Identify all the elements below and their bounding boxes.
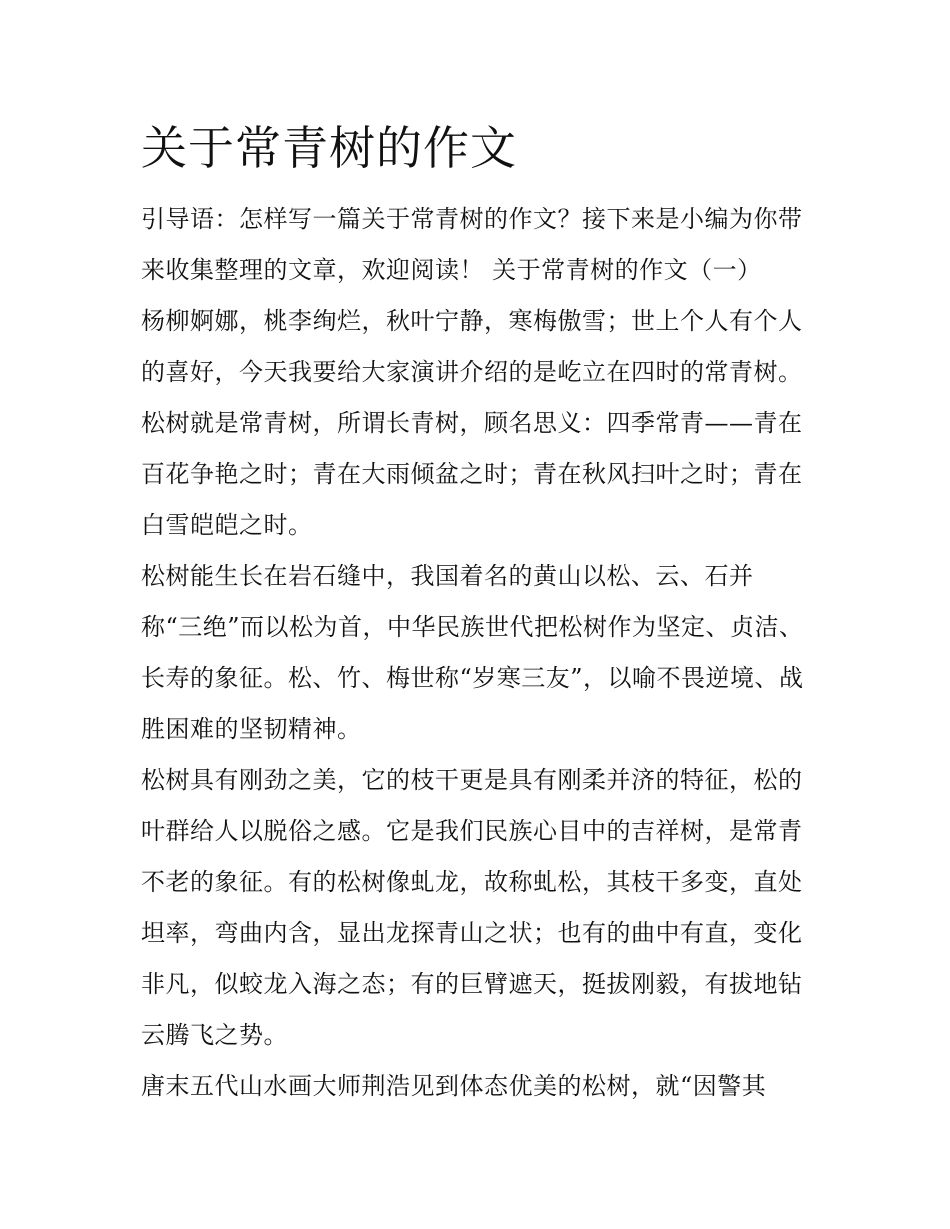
text-line: 称“三绝”而以松为首，中华民族世代把松树作为坚定、贞洁、: [141, 613, 804, 641]
document-body: [141, 112, 821, 1112]
document-title: 关于常青树的作文: [141, 121, 517, 175]
text-line: 唐末五代山水画大师荆浩见到体态优美的松树，就“因警其: [141, 1072, 767, 1100]
text-line: 引导语：怎样写一篇关于常青树的作文？接下来是小编为你带: [141, 205, 803, 233]
text-line: 杨柳婀娜，桃李绚烂，秋叶宁静，寒梅傲雪；世上个人有个人: [141, 307, 803, 335]
text-line: 的喜好，今天我要给大家演讲介绍的是屹立在四时的常青树。: [141, 358, 803, 386]
text-line: 叶群给人以脱俗之感。它是我们民族心目中的吉祥树，是常青: [141, 817, 803, 845]
text-line: 非凡，似蛟龙入海之态；有的巨臂遮天，挺拔刚毅，有拔地钻: [141, 970, 803, 998]
text-line: 松树能生长在岩石缝中，我国着名的黄山以松、云、石并: [141, 562, 754, 590]
text-line: 胜困难的坚韧精神。: [141, 715, 362, 743]
text-line: 白雪皑皑之时。: [141, 511, 313, 539]
text-line: 云腾飞之势。: [141, 1021, 288, 1049]
text-line: 不老的象征。有的松树像虬龙，故称虬松，其枝干多变，直处: [141, 868, 803, 896]
text-line: 百花争艳之时；青在大雨倾盆之时；青在秋风扫叶之时；青在: [141, 460, 803, 488]
text-line: 坦率，弯曲内含，显出龙探青山之状；也有的曲中有直，变化: [141, 919, 803, 947]
text-line: 松树就是常青树，所谓长青树，顾名思义：四季常青——青在: [141, 409, 803, 437]
text-line: 来收集整理的文章，欢迎阅读！ 关于常青树的作文（一）: [141, 256, 762, 284]
text-line: 长寿的象征。松、竹、梅世称“岁寒三友”，以喻不畏逆境、战: [141, 664, 804, 692]
text-line: 松树具有刚劲之美，它的枝干更是具有刚柔并济的特征，松的: [141, 766, 803, 794]
